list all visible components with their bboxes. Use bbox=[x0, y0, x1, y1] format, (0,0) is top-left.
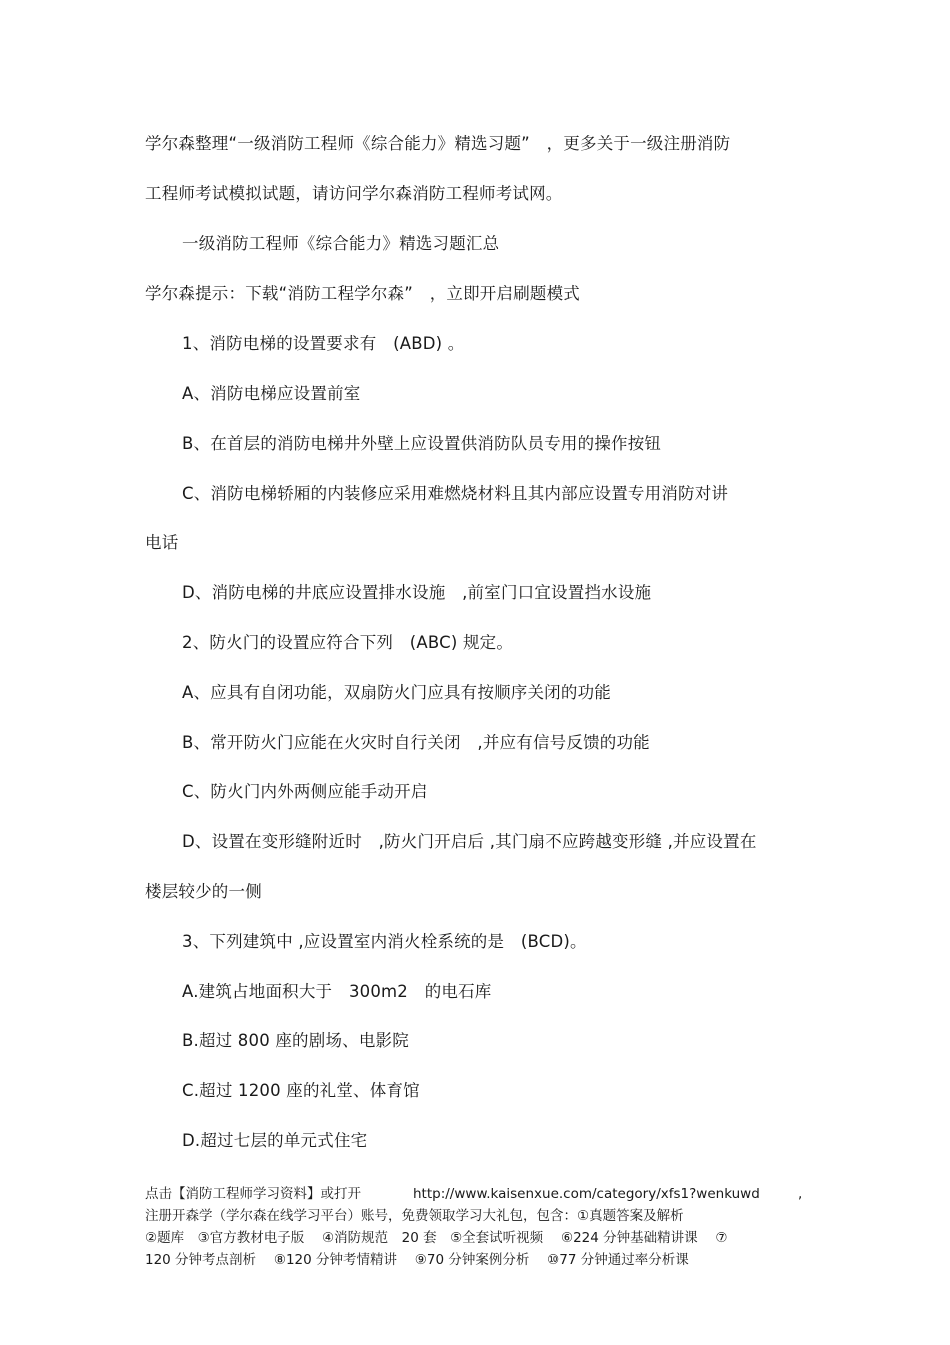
section-heading: 一级消防工程师《综合能力》精选习题汇总 bbox=[182, 234, 500, 253]
footer-prefix: 点击【消防工程师学习资料】或打开 bbox=[145, 1186, 361, 1202]
question-2-option-a: A、应具有自闭功能，双扇防火门应具有按顺序关闭的功能 bbox=[182, 683, 611, 702]
question-2-option-d: D、设置在变形缝附近时 ,防火门开启后 ,其门扇不应跨越变形缝 ,并应设置在 bbox=[182, 832, 757, 851]
question-1-option-a: A、消防电梯应设置前室 bbox=[182, 384, 361, 403]
question-2-option-d-continued: 楼层较少的一侧 bbox=[145, 882, 262, 901]
question-2-option-b: B、常开防火门应能在火灾时自行关闭 ,并应有信号反馈的功能 bbox=[182, 733, 650, 752]
footer-url-link[interactable]: http://www.kaisenxue.com/category/xfs1?wenkuwd bbox=[413, 1186, 760, 1202]
intro-line-2: 工程师考试模拟试题，请访问学尔森消防工程师考试网。 bbox=[145, 184, 563, 203]
question-3-option-c: C.超过 1200 座的礼堂、体育馆 bbox=[182, 1081, 420, 1100]
question-2-option-c: C、防火门内外两侧应能手动开启 bbox=[182, 782, 428, 801]
question-3-option-d: D.超过七层的单元式住宅 bbox=[182, 1131, 368, 1150]
footer-comma: , bbox=[798, 1186, 803, 1202]
question-2-stem: 2、防火门的设置应符合下列 (ABC) 规定。 bbox=[182, 633, 514, 652]
question-3-stem: 3、下列建筑中 ,应设置室内消火栓系统的是 (BCD)。 bbox=[182, 932, 587, 951]
question-1-option-b: B、在首层的消防电梯井外壁上应设置供消防队员专用的操作按钮 bbox=[182, 434, 662, 453]
question-1-option-c-continued: 电话 bbox=[145, 533, 179, 552]
footer-promo bbox=[145, 1183, 815, 1271]
footer-line-3: ②题库 ③官方教材电子版 ④消防规范 20 套 ⑤全套试听视频 ⑥224 分钟基础精讲课 ⑦ bbox=[145, 1230, 728, 1246]
question-1-stem: 1、消防电梯的设置要求有 (ABD) 。 bbox=[182, 334, 465, 353]
question-1-option-c: C、消防电梯轿厢的内装修应采用难燃烧材料且其内部应设置专用消防对讲 bbox=[182, 484, 729, 503]
footer-line-4: 120 分钟考点剖析 ⑧120 分钟考情精讲 ⑨70 分钟案例分析 ⑩77 分钟通过率分析课 bbox=[145, 1252, 689, 1268]
footer-line-1 bbox=[145, 1183, 815, 1205]
question-3-option-a: A.建筑占地面积大于 300m2 的电石库 bbox=[182, 982, 492, 1001]
footer-line-2: 注册开森学（学尔森在线学习平台）账号，免费领取学习大礼包，包含：①真题答案及解析 bbox=[145, 1208, 684, 1224]
tip-text: 学尔森提示：下载“消防工程学尔森” ，立即开启刷题模式 bbox=[145, 284, 580, 303]
intro-line-1: 学尔森整理“一级消防工程师《综合能力》精选习题” ，更多关于一级注册消防 bbox=[145, 134, 731, 153]
question-3-option-b: B.超过 800 座的剧场、电影院 bbox=[182, 1031, 409, 1050]
question-1-option-d: D、消防电梯的井底应设置排水设施 ,前室门口宜设置挡水设施 bbox=[182, 583, 652, 602]
